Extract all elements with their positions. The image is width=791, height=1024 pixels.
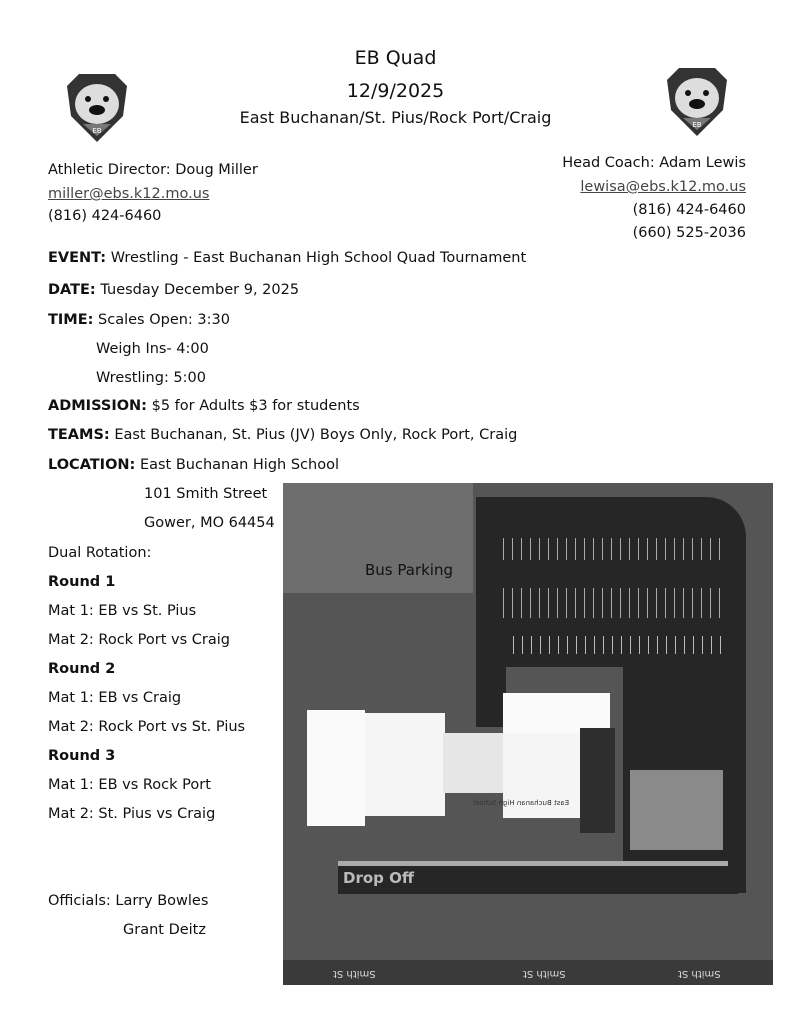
round-2-mat-2: Mat 2: Rock Port vs St. Pius: [48, 719, 246, 735]
school-label: East Buchanan High School: [473, 799, 570, 807]
round-1-mat-1: Mat 1: EB vs St. Pius: [48, 603, 197, 619]
head-coach-email[interactable]: lewisa@ebs.k12.mo.us: [580, 179, 746, 195]
official-2: Grant Deitz: [123, 922, 206, 938]
athletic-director-email[interactable]: miller@ebs.k12.mo.us: [48, 186, 210, 202]
building: [503, 693, 610, 733]
event-date-heading: 12/9/2025: [346, 80, 445, 102]
officials: Officials: Larry Bowles: [48, 893, 209, 909]
street-label: Smith St: [678, 968, 721, 979]
building-shadow: [580, 728, 615, 833]
round-3-mat-2: Mat 2: St. Pius vs Craig: [48, 806, 216, 822]
aerial-map: [283, 483, 773, 985]
round-1: Round 1: [48, 574, 116, 590]
wrestling-time: Wrestling: 5:00: [96, 370, 206, 386]
round-2: Round 2: [48, 661, 116, 677]
athletic-director-phone: (816) 424-6460: [48, 208, 162, 224]
event-line: EVENT: Wrestling - East Buchanan High School Quad Tournament: [48, 250, 527, 266]
drop-off-label: Drop Off: [343, 869, 415, 887]
head-coach: Head Coach: Adam Lewis: [562, 155, 746, 171]
head-coach-phone-1: (816) 424-6460: [632, 202, 746, 218]
athletic-director: Athletic Director: Doug Miller: [48, 162, 258, 178]
page-title: EB Quad: [354, 47, 437, 69]
weigh-ins: Weigh Ins- 4:00: [96, 341, 209, 357]
parking-stalls: [513, 636, 728, 654]
street-label: Smith St: [523, 968, 566, 979]
building: [443, 733, 505, 793]
gym: [630, 770, 723, 850]
parking-stalls: [503, 538, 723, 560]
time-line: TIME: Scales Open: 3:30: [48, 312, 230, 328]
bus-parking-label: Bus Parking: [365, 561, 453, 579]
building: [365, 713, 445, 816]
bulldog-logo-left: [57, 66, 137, 146]
admission-line: ADMISSION: $5 for Adults $3 for students: [48, 398, 360, 414]
round-1-mat-2: Mat 2: Rock Port vs Craig: [48, 632, 230, 648]
head-coach-phone-2: (660) 525-2036: [632, 225, 746, 241]
parking-stalls: [503, 588, 723, 618]
round-3: Round 3: [48, 748, 116, 764]
round-2-mat-1: Mat 1: EB vs Craig: [48, 690, 182, 706]
location-line: LOCATION: East Buchanan High School: [48, 457, 339, 473]
parking-drive: [476, 497, 506, 727]
location-street: 101 Smith Street: [144, 486, 268, 502]
round-3-mat-1: Mat 1: EB vs Rock Port: [48, 777, 211, 793]
location-city: Gower, MO 64454: [144, 515, 275, 531]
date-line: DATE: Tuesday December 9, 2025: [48, 282, 300, 298]
street-label: Smith St: [333, 968, 376, 979]
teams-heading: East Buchanan/St. Pius/Rock Port/Craig: [239, 108, 552, 127]
rotation-title: Dual Rotation:: [48, 545, 152, 561]
building: [307, 710, 365, 826]
svg-text:EB: EB: [692, 121, 702, 129]
teams-line: TEAMS: East Buchanan, St. Pius (JV) Boys Only, Rock Port, Craig: [48, 427, 518, 443]
bulldog-logo-right: [657, 60, 737, 140]
svg-text:EB: EB: [92, 127, 102, 135]
